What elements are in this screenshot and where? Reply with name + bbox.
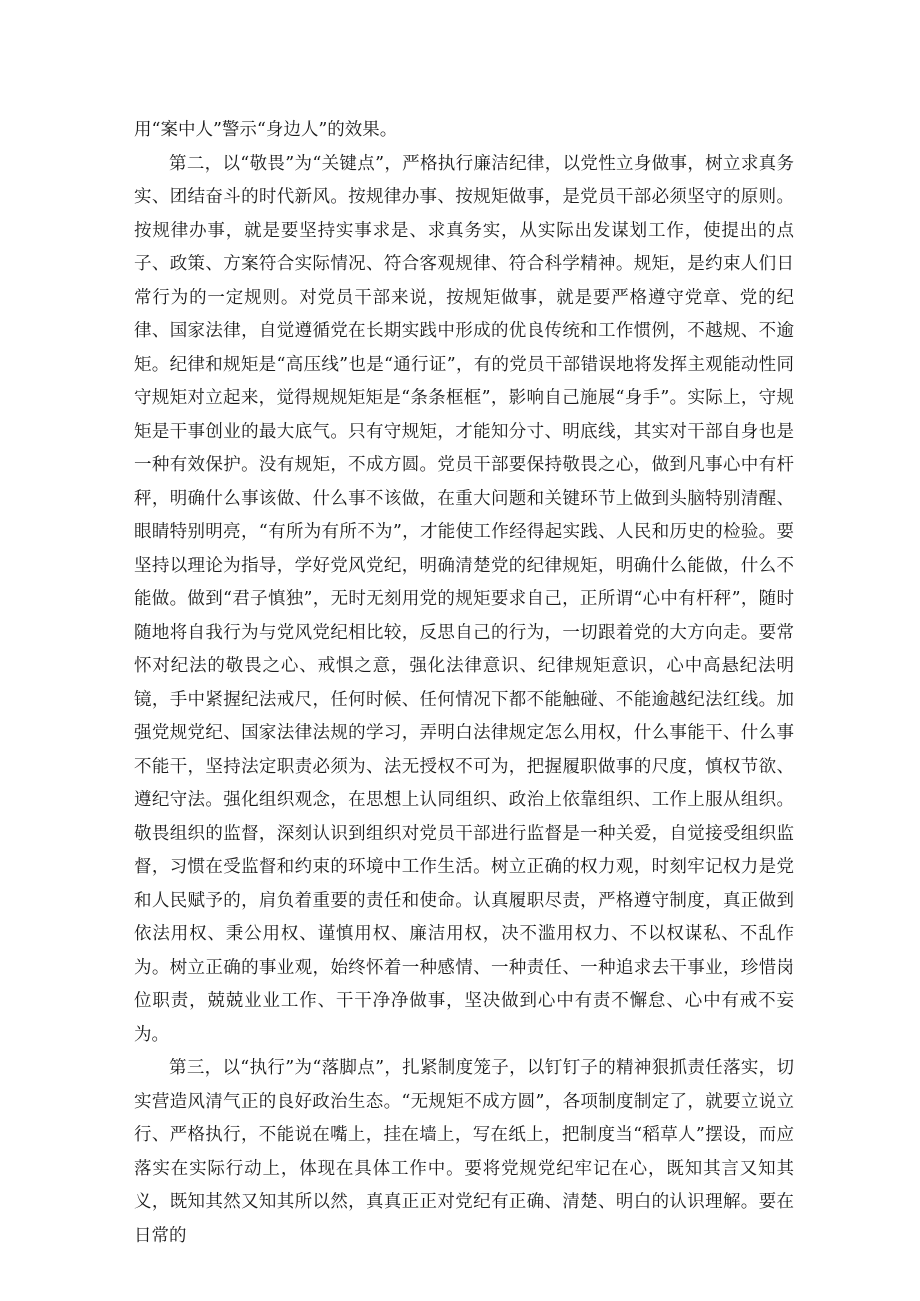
paragraph-second-point: 第二，以“敬畏”为“关键点”，严格执行廉洁纪律，以党性立身做事，树立求真务实、团结奋斗的时代新风。按规律办事、按规矩做事，是党员干部必须坚守的原则。按规律办事，就是要坚持实事求是、求真务实，从实际出发谋划工作，使提出的点子、政策、方案符合实际情况、符合客观规律、符合科学精神。规矩，是约束人们日常行为的一定规则。对党员干部来说，按规矩做事，就是要严格遵守党章、党的纪律、国家法律，自觉遵循党在长期实践中形成的优良传统和工作惯例，不越规、不逾矩。纪律和规矩是“高压线”也是“通行证”，有的党员干部错误地将发挥主观能动性同守规矩对立起来，觉得规规矩矩是“条条框框”，影响自己施展“身手”。实际上，守规矩是干事创业的最大底气。只有守规矩，才能知分寸、明底线，其实对干部自身也是一种有效保护。没有规矩，不成方圆。党员干部要保持敬畏之心，做到凡事心中有杆秤，明确什么事该做、什么事不该做，在重大问题和关键环节上做到头脑特别清醒、眼睛特别明亮，“有所为有所不为”，才能使工作经得起实践、人民和历史的检验。要坚持以理论为指导，学好党风党纪，明确清楚党的纪律规矩，明确什么能做，什么不能做。做到“君子慎独”，无时无刻用党的规矩要求自己，正所谓“心中有杆秤”，随时随地将自我行为与党风党纪相比较，反思自己的行为，一切跟着党的大方向走。要常怀对纪法的敬畏之心、戒惧之意，强化法律意识、纪律规矩意识，心中高悬纪法明镜，手中紧握纪法戒尺，任何时候、任何情况下都不能触碰、不能逾越纪法红线。加强党规党纪、国家法律法规的学习，弄明白法律规定怎么用权，什么事能干、什么事不能干，坚持法定职责必须为、法无授权不可为，把握履职做事的尺度，慎权节欲、遵纪守法。强化组织观念，在思想上认同组织、政治上依靠组织、工作上服从组织。敬畏组织的监督，深刻认识到组织对党员干部进行监督是一种关爱，自觉接受组织监督，习惯在受监督和约束的环境中工作生活。树立正确的权力观，时刻牢记权力是党和人民赋予的，肩负着重要的责任和使命。认真履职尽责，严格遵守制度，真正做到依法用权、秉公用权、谨慎用权、廉洁用权，决不滥用权力、不以权谋私、不乱作为。树立正确的事业观，始终怀着一种感情、一种责任、一种追求去干事业，珍惜岗位职责，兢兢业业工作、干干净净做事，坚决做到心中有责不懈怠、心中有戒不妄为。 <box>134 153 794 1045</box>
paragraph-continuation: 用“案中人”警示“身边人”的效果。 <box>134 120 398 140</box>
paragraph-third-point: 第三，以“执行”为“落脚点”，扎紧制度笼子，以钉钉子的精神狠抓责任落实，切实营造风清气正的良好政治生态。“无规矩不成方圆”，各项制度制定了，就要立说立行、严格执行，不能说在嘴上，挂在墙上，写在纸上，把制度当“稻草人”摆设，而应落实在实际行动上，体现在具体工作中。要将党规党纪牢记在心，既知其言又知其义，既知其然又知其所以然，真真正正对党纪有正确、清楚、明白的认识理解。要在日常的 <box>134 1058 794 1246</box>
document-body <box>134 114 794 1253</box>
